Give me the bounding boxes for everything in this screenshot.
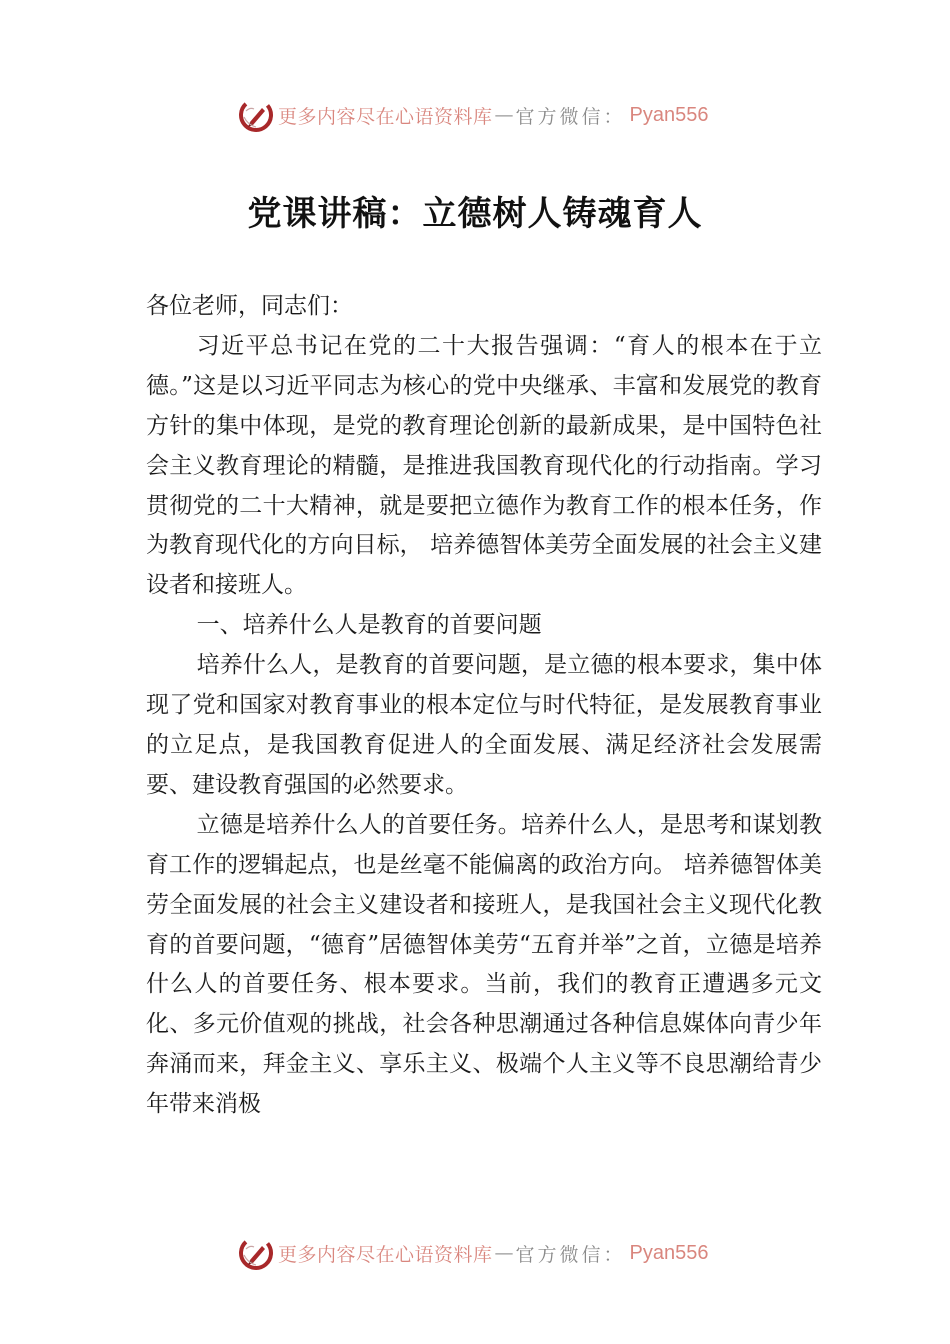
watermark-lead-text: 更多内容尽在心语资料库 [278,1243,493,1266]
document-body [146,287,822,1125]
watermark-wechat-id: Pyan556 [629,1241,709,1264]
paragraph-section1-1: 培养什么人，是教育的首要问题，是立德的根本要求，集中体现了党和国家对教育事业的根本定位与时代特征，是发展教育事业的立足点，是我国教育促进人的全面发展、满足经济社会发展需要、建设教育强国的必然要求。 [146,652,822,798]
watermark-dash: — [494,1242,514,1264]
paragraph-section1-2: 立德是培养什么人的首要任务。培养什么人，是思考和谋划教育工作的逻辑起点，也是丝毫不能偏离的政治方向。 培养德智体美劳全面发展的社会主义建设者和接班人，是我国社会主义现代化教育的首要问题，“德育”居德智体美劳“五育并举”之首，立德是培养什么人的首要任务、根本要求。当前，我们的教育正遭遇多元文化、多元价值观的挑战，社会各种思潮通过各种信息媒体向青少年奔涌而来，拜金主义、享乐主义、极端个人主义等不良思潮给青少年带来消极 [146,811,822,1118]
paragraph-intro: 习近平总书记在党的二十大报告强调：“育人的根本在于立德。”这是以习近平同志为核心的党中央继承、丰富和发展党的教育方针的集中体现，是党的教育理论创新的最新成果，是中国特色社会主义教育理论的精髓，是推进我国教育现代化的行动指南。学习贯彻党的二十大精神，就是要把立德作为教育工作的根本任务，作为教育现代化的方向目标， 培养德智体美劳全面发展的社会主义建设者和接班人。 [146,332,822,599]
watermark-wechat-label: 官方微信： [515,1243,626,1266]
salutation: 各位老师，同志们： [146,293,353,319]
footer-watermark [238,1233,709,1273]
quill-pen-logo-icon [238,1235,274,1271]
document-title: 党课讲稿：立德树人铸魂育人 [247,194,703,234]
quill-pen-logo-icon [238,97,274,133]
watermark-dash: — [494,104,514,126]
header-watermark [238,95,709,135]
watermark-lead-text: 更多内容尽在心语资料库 [278,105,493,128]
section-heading-1: 一、培养什么人是教育的首要问题 [196,612,542,639]
watermark-wechat-id: Pyan556 [629,103,709,126]
watermark-wechat-label: 官方微信： [515,105,626,128]
